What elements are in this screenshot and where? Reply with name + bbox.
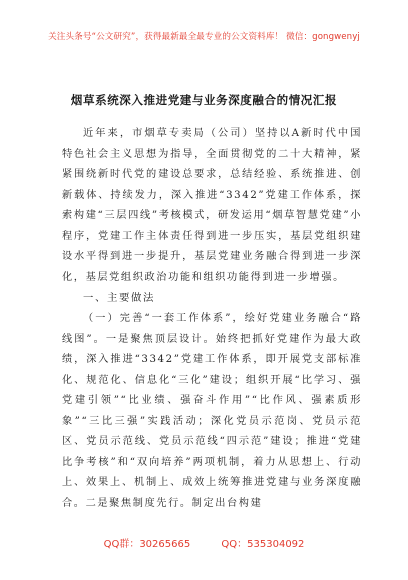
footer-contact: [0, 535, 408, 550]
document-title: 烟草系统深入推进党建与业务深度融合的情况汇报: [70, 93, 338, 107]
footer-qq: QQ：535304092: [221, 539, 305, 550]
footer-qq-group: QQ群：30265665: [103, 539, 191, 550]
header-promo: 关注头条号“公文研究”，获得最新最全最专业的公文资料库！ 微信：gongwenyj: [48, 32, 360, 42]
intro-paragraph: 近年来，市烟草专卖局（公司）坚持以A新时代中国特色社会主义思想为指导，全面贯彻党的二十大精神，紧紧围绕新时代党的建设总要求，总结经验、系统推进、创新载体、持续发力，深入推进“3342”党建工作体系，探索构建“三层四线”考核模式，研发运用“烟草智慧党建”小程序，党建工作主体责任得到进一步压实，基层党组织建设水平得到进一步提升，基层党建业务融合得到进一步深化，基层党组织政治功能和组织功能得到进一步增强。: [62, 128, 362, 283]
section-heading: 一、主要做法: [83, 292, 155, 304]
document-body: [62, 124, 362, 514]
subsection-paragraph: （一）完善“一套工作体系”，绘好党建业务融合“路线图”。一是聚焦顶层设计。始终把抓好党建作为最大政绩，深入推进“3342”党建工作体系，即开展党支部标准化、规范化、信息化“三化”建设；组织开展“比学习、强党建引领”“比业绩、强奋斗作用”“比作风、强素质形象”“三比三强”实践活动；深化党员示范岗、党员示范区、党员示范线、党员示范线“四示范”建设；推进“党建比争考核”和“双向培养”两项机制，着力从思想上、行动上、效果上、机制上、成效上统筹推进党建与业务深度融合。二是聚焦制度先行。制定出台构建: [62, 313, 362, 509]
